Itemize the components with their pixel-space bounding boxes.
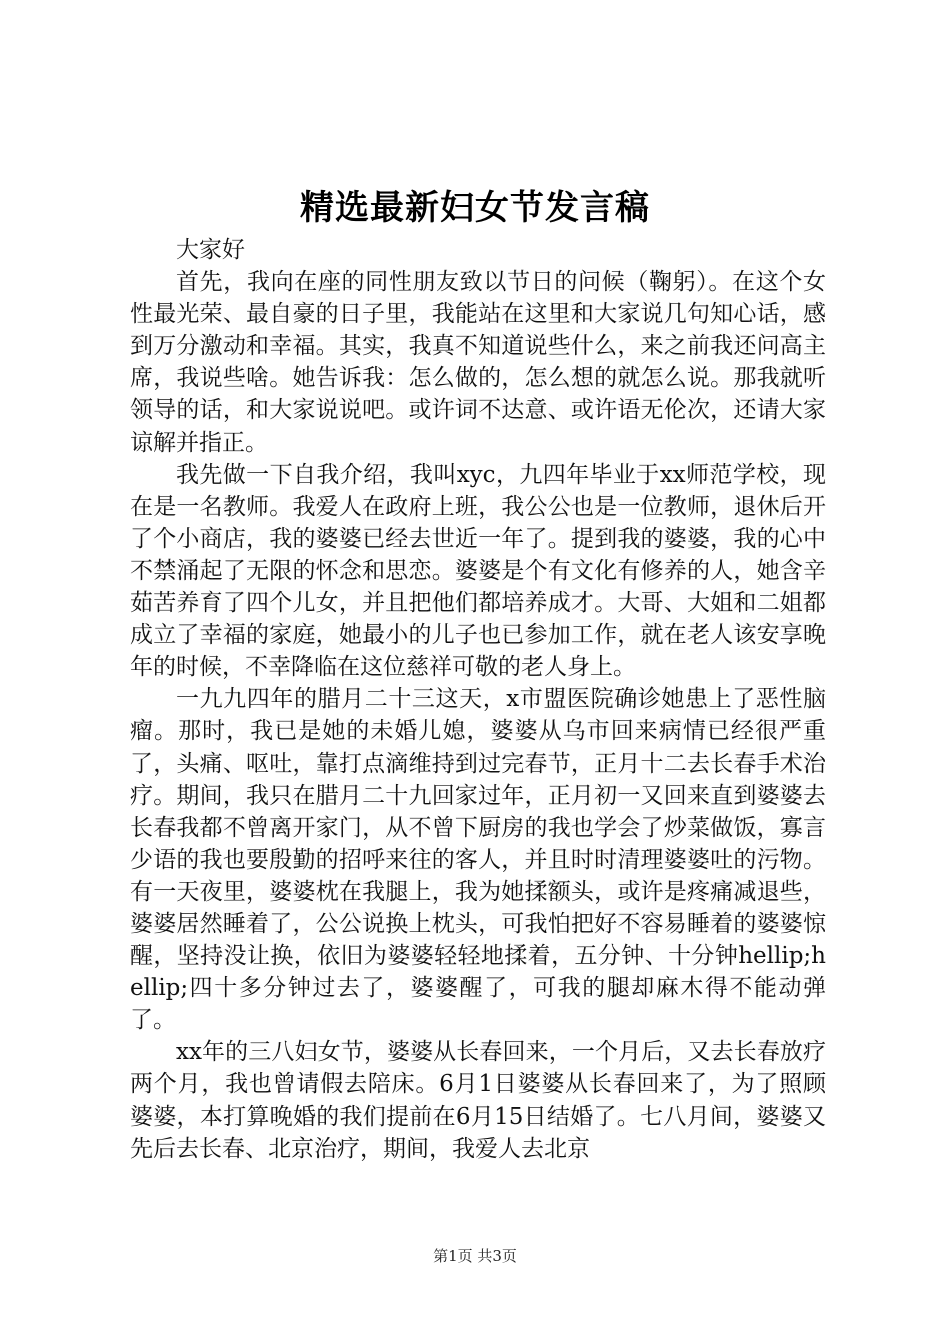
- page-number-footer: 第1页 共3页: [433, 1247, 517, 1265]
- paragraph: xx年的三八妇女节，婆婆从长春回来，一个月后，又去长春放疗两个月，我也曾请假去陪床。6月1日婆婆从长春回来了，为了照顾婆婆，本打算晚婚的我们提前在6月15日结婚了。七八月间，婆婆又先后去长春、北京治疗，期间，我爱人去北京: [130, 1039, 826, 1162]
- paragraph: 首先，我向在座的同性朋友致以节日的问候（鞠躬）。在这个女性最光荣、最自豪的日子里，我能站在这里和大家说几句知心话，感到万分激动和幸福。其实，我真不知道说些什么，来之前我还问高主席，我说些啥。她告诉我：怎么做的，怎么想的就怎么说。那我就听领导的话，和大家说说吧。或许词不达意、或许语无伦次，还请大家谅解并指正。: [130, 269, 826, 456]
- paragraph-greeting: 大家好: [176, 237, 245, 263]
- paragraph: 一九九四年的腊月二十三这天，x市盟医院确诊她患上了恶性脑瘤。那时，我已是她的未婚儿媳，婆婆从乌市回来病情已经很严重了，头痛、呕吐，靠打点滴维持到过完春节，正月十二去长春手术治疗。期间，我只在腊月二十九回家过年，正月初一又回来直到婆婆去长春我都不曾离开家门，从不曾下厨房的我也学会了炒菜做饭，寡言少语的我也要殷勤的招呼来往的客人，并且时时清理婆婆吐的污物。有一天夜里，婆婆枕在我腿上，我为她揉额头，或许是疼痛减退些，婆婆居然睡着了，公公说换上枕头，可我怕把好不容易睡着的婆婆惊醒，坚持没让换，依旧为婆婆轻轻地揉着，五分钟、十分钟hellip;hellip;四十多分钟过去了，婆婆醒了，可我的腿却麻木得不能动弹了。: [130, 686, 826, 1034]
- paragraph: 我先做一下自我介绍，我叫xyc，九四年毕业于xx师范学校，现在是一名教师。我爱人在政府上班，我公公也是一位教师，退休后开了个小商店，我的婆婆已经去世近一年了。提到我的婆婆，我的心中不禁涌起了无限的怀念和思恋。婆婆是个有文化有修养的人，她含辛茹苦养育了四个儿女，并且把他们都培养成才。大哥、大姐和二姐都成立了幸福的家庭，她最小的儿子也已参加工作，就在老人该安享晚年的时候，不幸降临在这位慈祥可敬的老人身上。: [130, 461, 826, 681]
- document-title: 精选最新妇女节发言稿: [300, 188, 650, 228]
- document-body: [130, 234, 826, 1165]
